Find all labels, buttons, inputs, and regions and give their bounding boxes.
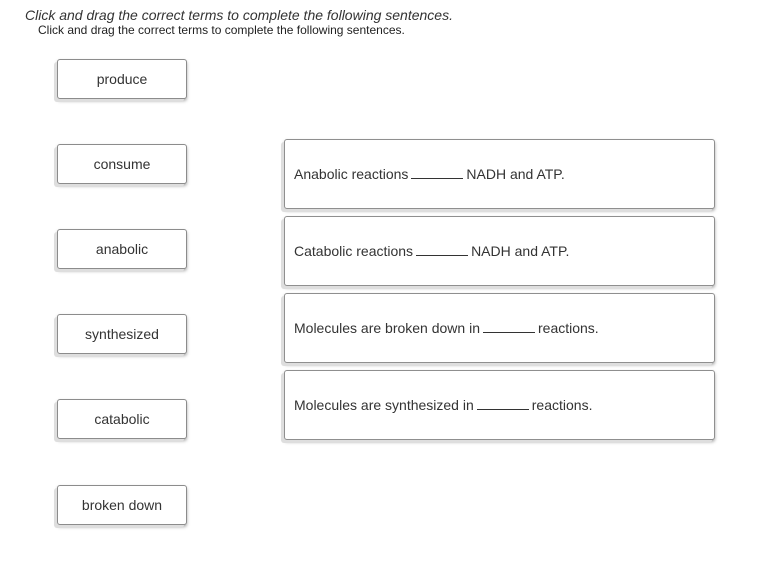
sentence-drop-target-2[interactable] [284, 216, 715, 286]
term-catabolic[interactable]: catabolic [57, 399, 187, 439]
instructions-plain: Click and drag the correct terms to complete the following sentences. [38, 23, 405, 37]
blank-slot[interactable] [483, 320, 535, 333]
sentence-text [294, 397, 592, 413]
blank-slot[interactable] [411, 166, 463, 179]
blank-slot[interactable] [416, 243, 468, 256]
sentence-after: reactions. [531, 397, 593, 413]
blank-slot[interactable] [477, 397, 529, 410]
sentence-before: Catabolic reactions [294, 243, 414, 259]
sentence-drop-target-4[interactable] [284, 370, 715, 440]
term-broken-down[interactable]: broken down [57, 485, 187, 525]
sentence-text [294, 243, 569, 259]
sentence-drop-target-3[interactable] [284, 293, 715, 363]
instructions-italic: Click and drag the correct terms to complete the following sentences. [25, 7, 453, 23]
term-consume[interactable]: consume [57, 144, 187, 184]
term-synthesized[interactable]: synthesized [57, 314, 187, 354]
term-anabolic[interactable]: anabolic [57, 229, 187, 269]
sentence-after: NADH and ATP. [471, 243, 570, 259]
sentence-after: NADH and ATP. [466, 166, 565, 182]
term-produce[interactable]: produce [57, 59, 187, 99]
sentence-drop-target-1[interactable] [284, 139, 715, 209]
sentence-text [294, 320, 599, 336]
sentence-before: Molecules are synthesized in [294, 397, 474, 413]
sentence-before: Anabolic reactions [294, 166, 409, 182]
sentence-text [294, 166, 565, 182]
sentence-after: reactions. [538, 320, 599, 336]
sentence-before: Molecules are broken down in [294, 320, 480, 336]
